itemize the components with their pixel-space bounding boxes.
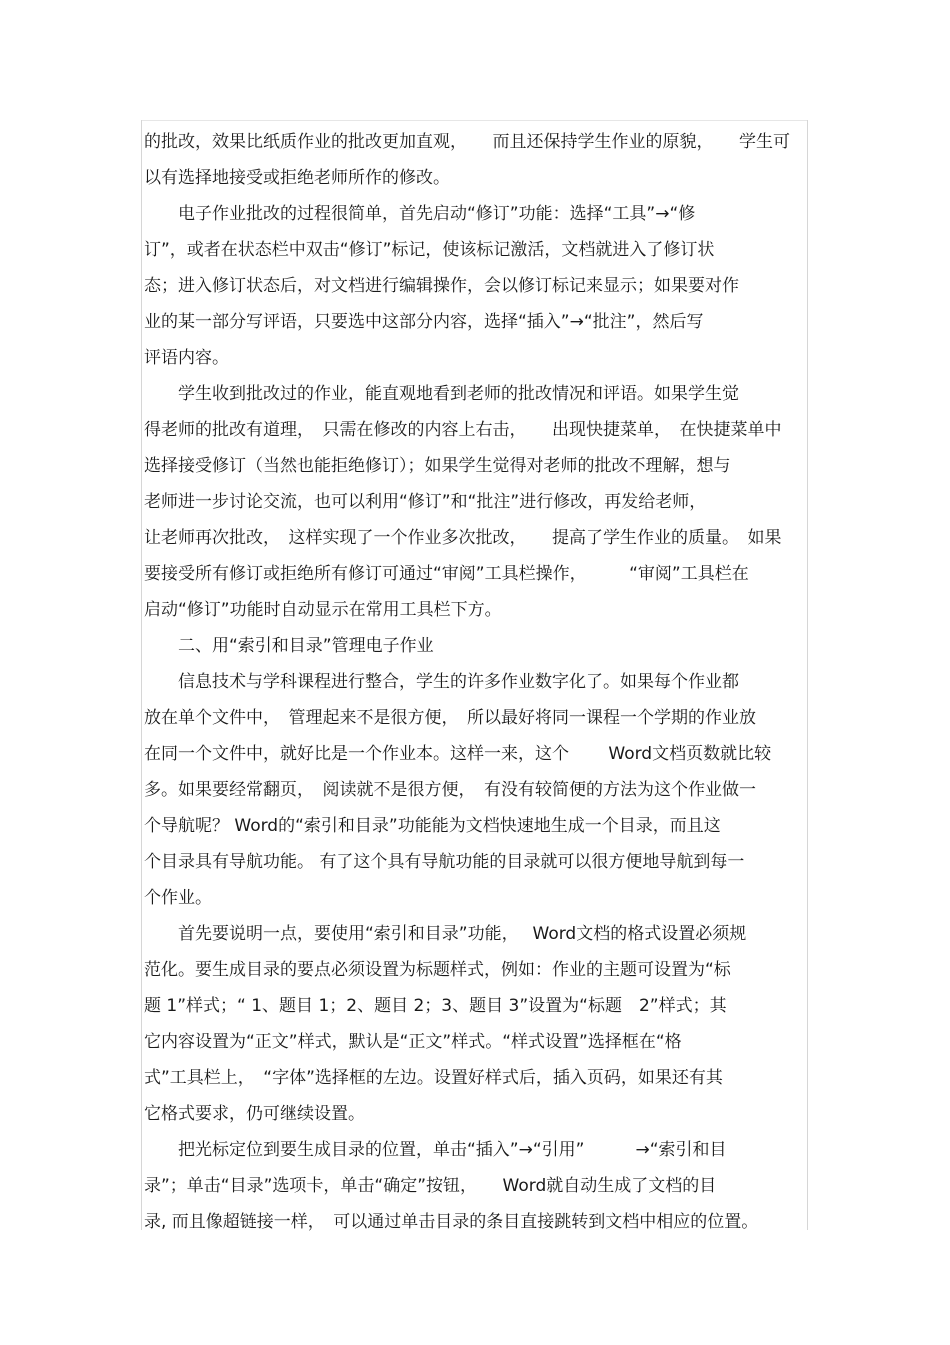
document-body <box>144 124 806 1240</box>
text-line: 放在单个文件中， 管理起来不是很方便， 所以最好将同一课程一个学期的作业放 <box>144 708 756 728</box>
text-line: 在同一个文件中，就好比是一个作业本。这样一来，这个 Word文档页数就比较 <box>144 744 772 764</box>
text-line: 订”，或者在状态栏中双击“修订”标记，使该标记激活，文档就进入了修订状 <box>144 240 715 260</box>
text-line: 个目录具有导航功能。 有了这个具有导航功能的目录就可以很方便地导航到每一 <box>144 852 745 872</box>
text-line: 业的某一部分写评语，只要选中这部分内容，选择“插入”→“批注”，然后写 <box>144 312 704 332</box>
text-line: 电子作业批改的过程很简单，首先启动“修订”功能：选择“工具”→“修 <box>178 204 696 224</box>
text-line: 范化。要生成目录的要点必须设置为标题样式，例如：作业的主题可设置为“标 <box>144 960 731 980</box>
text-line: 它格式要求，仍可继续设置。 <box>144 1104 365 1124</box>
text-line: 老师进一步讨论交流，也可以利用“修订”和“批注”进行修改，再发给老师， <box>144 492 707 512</box>
text-line: 把光标定位到要生成目录的位置，单击“插入”→“引用” →“索引和目 <box>178 1140 727 1160</box>
text-line: 学生收到批改过的作业，能直观地看到老师的批改情况和评语。如果学生觉 <box>178 384 739 404</box>
page-border-left <box>141 120 142 1230</box>
text-line: 态；进入修订状态后，对文档进行编辑操作，会以修订标记来显示；如果要对作 <box>144 276 739 296</box>
text-line: 式”工具栏上， “字体”选择框的左边。设置好样式后，插入页码，如果还有其 <box>144 1068 723 1088</box>
text-line: 信息技术与学科课程进行整合，学生的许多作业数字化了。如果每个作业都 <box>178 672 739 692</box>
text-line: 录, 而且像超链接一样， 可以通过单击目录的条目直接跳转到文档中相应的位置。 <box>144 1212 759 1232</box>
text-line: 选择接受修订（当然也能拒绝修订）；如果学生觉得对老师的批改不理解，想与 <box>144 456 731 476</box>
text-line: 启动“修订”功能时自动显示在常用工具栏下方。 <box>144 600 502 620</box>
text-line: 二、用“索引和目录”管理电子作业 <box>178 636 434 656</box>
text-line: 个作业。 <box>144 888 212 908</box>
page-border-top <box>141 120 808 121</box>
text-line: 题 1”样式；“ 1、题目 1；2、题目 2；3、题目 3”设置为“标题 2”样式；其 <box>144 996 727 1016</box>
text-line: 个导航呢？ Word的“索引和目录”功能能为文档快速地生成一个目录，而且这 <box>144 816 721 836</box>
text-line: 多。如果要经常翻页， 阅读就不是很方便， 有没有较简便的方法为这个作业做一 <box>144 780 756 800</box>
text-line: 录”；单击“目录”选项卡，单击“确定”按钮， Word就自动生成了文档的目 <box>144 1176 717 1196</box>
text-line: 评语内容。 <box>144 348 229 368</box>
text-line: 要接受所有修订或拒绝所有修订可通过“审阅”工具栏操作， “审阅”工具栏在 <box>144 564 749 584</box>
text-line: 首先要说明一点，要使用“索引和目录”功能， Word文档的格式设置必须规 <box>178 924 747 944</box>
text-line: 以有选择地接受或拒绝老师所作的修改。 <box>144 168 450 188</box>
text-line: 让老师再次批改， 这样实现了一个作业多次批改， 提高了学生作业的质量。 如果 <box>144 528 782 548</box>
text-line: 得老师的批改有道理， 只需在修改的内容上右击， 出现快捷菜单， 在快捷菜单中 <box>144 420 782 440</box>
page-border-right <box>807 120 808 1230</box>
text-line: 它内容设置为“正文”样式，默认是“正文”样式。“样式设置”选择框在“格 <box>144 1032 682 1052</box>
text-line: 的批改，效果比纸质作业的批改更加直观， 而且还保持学生作业的原貌， 学生可 <box>144 132 790 152</box>
